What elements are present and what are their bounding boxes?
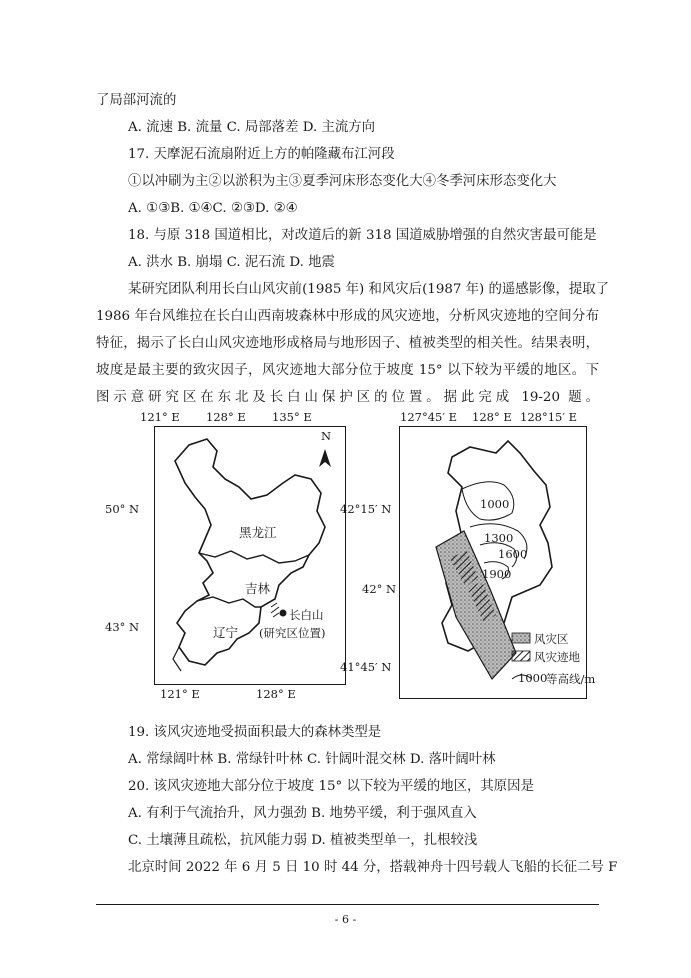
passage-line: 某研究团队利用长白山风灾前(1985 年) 和风灾后(1987 年) 的遥感影像，提取了 [128, 282, 610, 297]
tick-top-128-15: 128°15′ E [520, 410, 577, 424]
tick-left-42: 42° N [362, 582, 397, 596]
northeast-china-map [154, 426, 346, 685]
question-19: 19. 该风灾迹地受损面积最大的森林类型是 [128, 725, 382, 740]
tick-left-43n: 43° N [105, 620, 140, 634]
changbaishan-reserve-map [399, 426, 596, 699]
text-line: ①以冲刷为主②以淤积为主③夏季河床形态变化大④冬季河床形态变化大 [128, 174, 557, 189]
region-liaoning: 辽宁 [213, 625, 239, 640]
legend-trace-label: 风灾迹地 [534, 650, 580, 664]
region-heilongjiang: 黑龙江 [239, 525, 277, 540]
page-number: - 6 - [334, 913, 357, 926]
passage-line: 图示意研究区在东北及长白山保护区的位置。据此完成 19-20 题。 [96, 390, 599, 405]
tick-top-121: 121° E [140, 410, 180, 424]
tick-bottom-121: 121° E [160, 687, 200, 701]
tick-top-128: 128° E [206, 410, 246, 424]
text-line: A. ①③B. ①④C. ②③D. ②④ [128, 201, 298, 216]
place-note: (研究区位置) [259, 626, 326, 640]
legend-contour-label: 等高线/m [546, 672, 596, 686]
question-17: 17. 天摩泥石流扇附近上方的帕隆藏布江河段 [128, 147, 395, 162]
text-line: A. 常绿阔叶林 B. 常绿针叶林 C. 针阔叶混交林 D. 落叶阔叶林 [128, 752, 496, 767]
passage-line: 1986 年台风维拉在长白山西南坡森林中形成的风灾迹地，分析风灾迹地的空间分布 [96, 309, 599, 324]
text-line: 了局部河流的 [96, 93, 177, 108]
north-arrow-label: N [321, 429, 332, 443]
question-20: 20. 该风灾迹地大部分位于坡度 15° 以下较为平缓的地区，其原因是 [128, 779, 534, 794]
passage-line: 北京时间 2022 年 6 月 5 日 10 时 44 分，搭载神舟十四号载人飞船的长征二号 F [128, 860, 618, 875]
text-line: A. 洪水 B. 崩塌 C. 泥石流 D. 地震 [128, 255, 335, 270]
tick-bottom-128: 128° E [256, 687, 296, 701]
text-line: C. 土壤薄且疏松，抗风能力弱 D. 植被类型单一，扎根较浅 [128, 833, 478, 848]
province-outline [155, 427, 345, 684]
tick-top-135: 135° E [272, 410, 312, 424]
region-jilin: 吉林 [245, 581, 271, 596]
tick-top-127-45: 127°45′ E [400, 410, 457, 424]
passage-line: 特征，揭示了长白山风灾迹地形成格局与地形因子、植被类型的相关性。结果表明， [96, 336, 599, 351]
contour-1000: 1000 [480, 497, 510, 511]
question-18: 18. 与原 318 国道相比，对改道后的新 318 国道威胁增强的自然灾害最可能是 [128, 228, 597, 243]
tick-top-128: 128° E [472, 410, 512, 424]
contour-1300: 1300 [484, 531, 514, 545]
contour-1900: 1900 [482, 567, 512, 581]
tick-left-42-15: 42°15′ N [340, 502, 392, 516]
passage-line: 坡度是最主要的致灾因子，风灾迹地大部分位于坡度 15° 以下较为平缓的地区。下 [96, 363, 599, 378]
contour-1600: 1600 [498, 547, 528, 561]
footer-rule [96, 904, 599, 905]
text-line: A. 流速 B. 流量 C. 局部落差 D. 主流方向 [128, 120, 376, 135]
tick-left-41-45: 41°45′ N [340, 660, 392, 674]
place-changbaishan: 长白山 [289, 608, 324, 622]
legend-zone-label: 风灾区 [534, 632, 569, 646]
tick-left-50n: 50° N [105, 502, 140, 516]
legend-contour-value: 1000 [518, 671, 548, 685]
text-line: A. 有利于气流抬升，风力强劲 B. 地势平缓，利于强风直入 [128, 806, 477, 821]
